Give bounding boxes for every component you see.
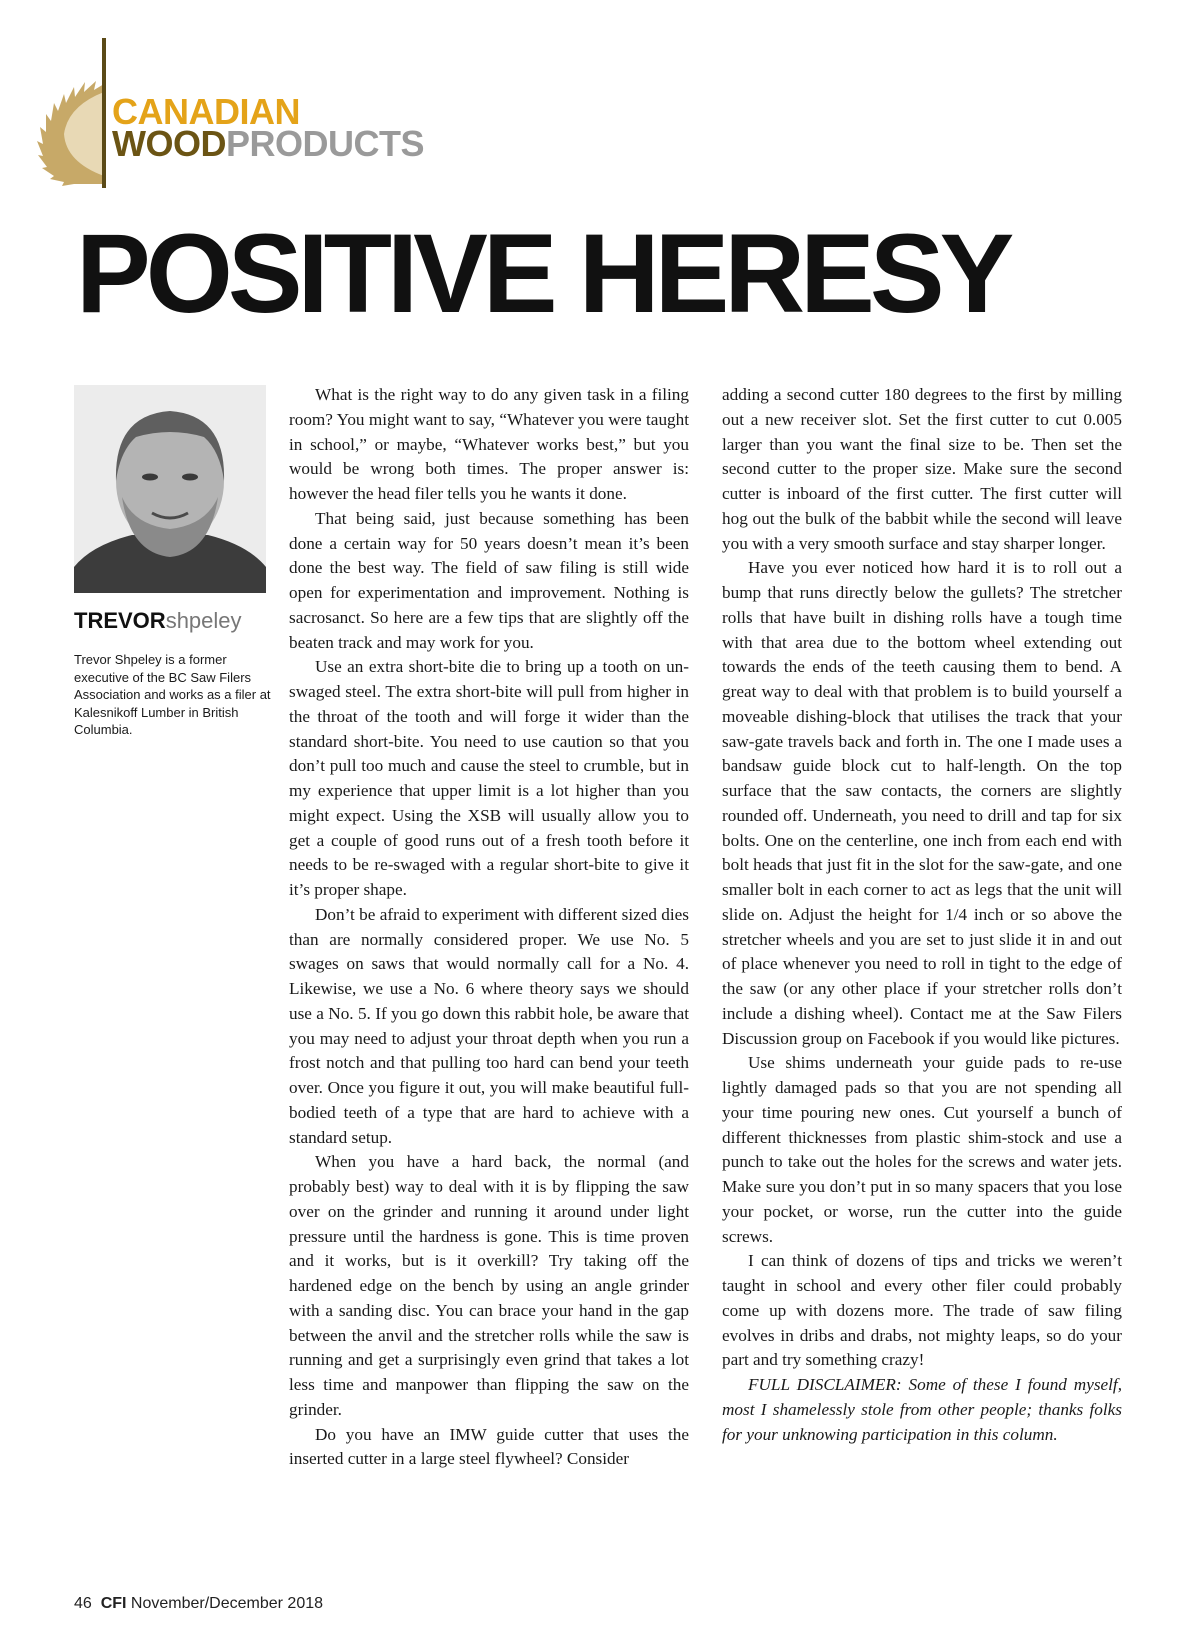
author-last-name: shpeley (165, 608, 242, 633)
paragraph: Do you have an IMW guide cutter that uses the inserted cutter in a large steel flywheel? Consider (289, 1424, 689, 1469)
paragraph: I can think of dozens of tips and tricks we weren’t taught in school and every other filer could probably come up with dozens more. The trade of saw filing evolves in dribs and drabs, not mighty leaps, so do your part and try something crazy! (722, 1251, 1122, 1370)
article-column-1 (289, 383, 689, 1472)
article-column-2 (722, 383, 1122, 1447)
paragraph: Use an extra short-bite die to bring up a tooth on un-swaged steel. The extra short-bite will pull from higher in the throat of the tooth and will forge it wider than the standard short-bite. You need to use caution so that you don’t pull too much and cause the steel to crumble, but in my experience that upper limit is a lot higher than you might expect. Using the XSB will usually allow you to get a couple of good runs out of a fresh tooth before it needs to be re-swaged with a regular short-bite to give it it’s proper shape. (289, 657, 689, 899)
author-photo (74, 385, 266, 593)
paragraph: Have you ever noticed how hard it is to roll out a bump that runs directly below the gullets? The stretcher rolls that have built in dishing rolls have a tough time with that area due to the bottom wheel extending out towards the ends of the teeth causing them to bend. A great way to deal with that problem is to build yourself a moveable dishing-block that utilises the track that your saw-gate travels back and forth in. The one I made uses a bandsaw guide block cut to half-length. On the top surface that the saw contacts, the corners are slightly rounded off. Underneath, you need to drill and tap for six bolts. One on the centerline, one inch from each end with bolt heads that just fit in the slot for the saw-gate, and one smaller bolt in each corner to act as legs that the unit will slide on. Adjust the height for 1/4 inch or so above the stretcher wheels and you are set to just slide it in and out of place whenever you need to roll in tight to the edge of the saw (or any other place if your stretcher rolls don’t include a dishing wheel). Contact me at the Saw Filers Discussion group on Facebook if you would like pictures. (722, 558, 1122, 1048)
author-byline (74, 608, 242, 634)
logo-divider (102, 38, 106, 188)
issue-date: November/December 2018 (130, 1595, 324, 1612)
logo-woodproducts (112, 123, 424, 164)
paragraph: Don’t be afraid to experiment with different sized dies than are normally considered proper. We use No. 5 swages on saws that would normally call for a No. 4. Likewise, we use a No. 6 where theory says we should use a No. 5. If you go down this rabbit hole, be aware that you may need to adjust your throat depth when you run a frost notch and that pulling too hard can bend your teeth over. Once you figure it out, you will make beautiful full-bodied teeth of a type that are hard to achieve with a standard setup. (289, 904, 689, 1147)
article-headline: POSITIVE HERESY (76, 211, 1010, 336)
author-first-name: TREVOR (74, 608, 166, 633)
page-footer (74, 1595, 323, 1613)
paragraph: When you have a hard back, the normal (and probably best) way to deal with it is by flipping the saw over on the grinder and running it around under light pressure until the hardness is gone. This is time proven and it works, but is it overkill? Try taking off the hardened edge on the bench by using an angle grinder with a sanding disc. You can brace your hand in the gap between the anvil and the stretcher rolls while the saw is running and get a surprisingly even grind that takes a lot less time and manpower than flipping the saw on the grinder. (289, 1152, 689, 1419)
paragraph: Use shims underneath your guide pads to re-use lightly damaged pads so that you are not spending all your time pouring new ones. Cut yourself a bunch of different thicknesses from plastic shim-stock and use a punch to take out the holes for the screws and water jets. Make sure you don’t put in so many spacers that you lose your pocket, or worse, run the cutter into the guide screws. (722, 1053, 1122, 1246)
saw-blade-icon (30, 76, 106, 188)
page-number: 46 (74, 1595, 92, 1612)
disclaimer: FULL DISCLAIMER: Some of these I found myself, most I shamelessly stole from other people; thanks folks for your unknowing participation in this column. (722, 1375, 1122, 1444)
logo-canadian: CANADIAN (112, 91, 300, 132)
author-bio: Trevor Shpeley is a former executive of the BC Saw Filers Association and works as a filer at Kalesnikoff Lumber in British Columbia. (74, 652, 271, 738)
logo-wood: WOOD (112, 123, 226, 164)
paragraph: That being said, just because something has been done a certain way for 50 years doesn’t mean it’s been done the best way. The field of saw filing is still wide open for experimentation and improvement. Nothing is sacrosanct. So here are a few tips that are slightly off the beaten track and may work for you. (289, 508, 689, 652)
magazine-name: CFI (100, 1595, 127, 1612)
paragraph: What is the right way to do any given task in a filing room? You might want to say, “Whatever you were taught in school,” or maybe, “Whatever works best,” but you would be wrong both times. The proper answer is: however the head filer tells you he wants it done. (289, 385, 689, 503)
logo-products: PRODUCTS (225, 123, 424, 164)
paragraph-continued: adding a second cutter 180 degrees to the first by milling out a new receiver slot. Set the first cutter to cut 0.005 larger than you want the final size to be. Then set the second cutter to the proper size. Make sure the second cutter is inboard of the first cutter. The first cutter will hog out the bulk of the babbit while the second will leave you with a very smooth surface and stay sharper longer. (722, 385, 1122, 553)
